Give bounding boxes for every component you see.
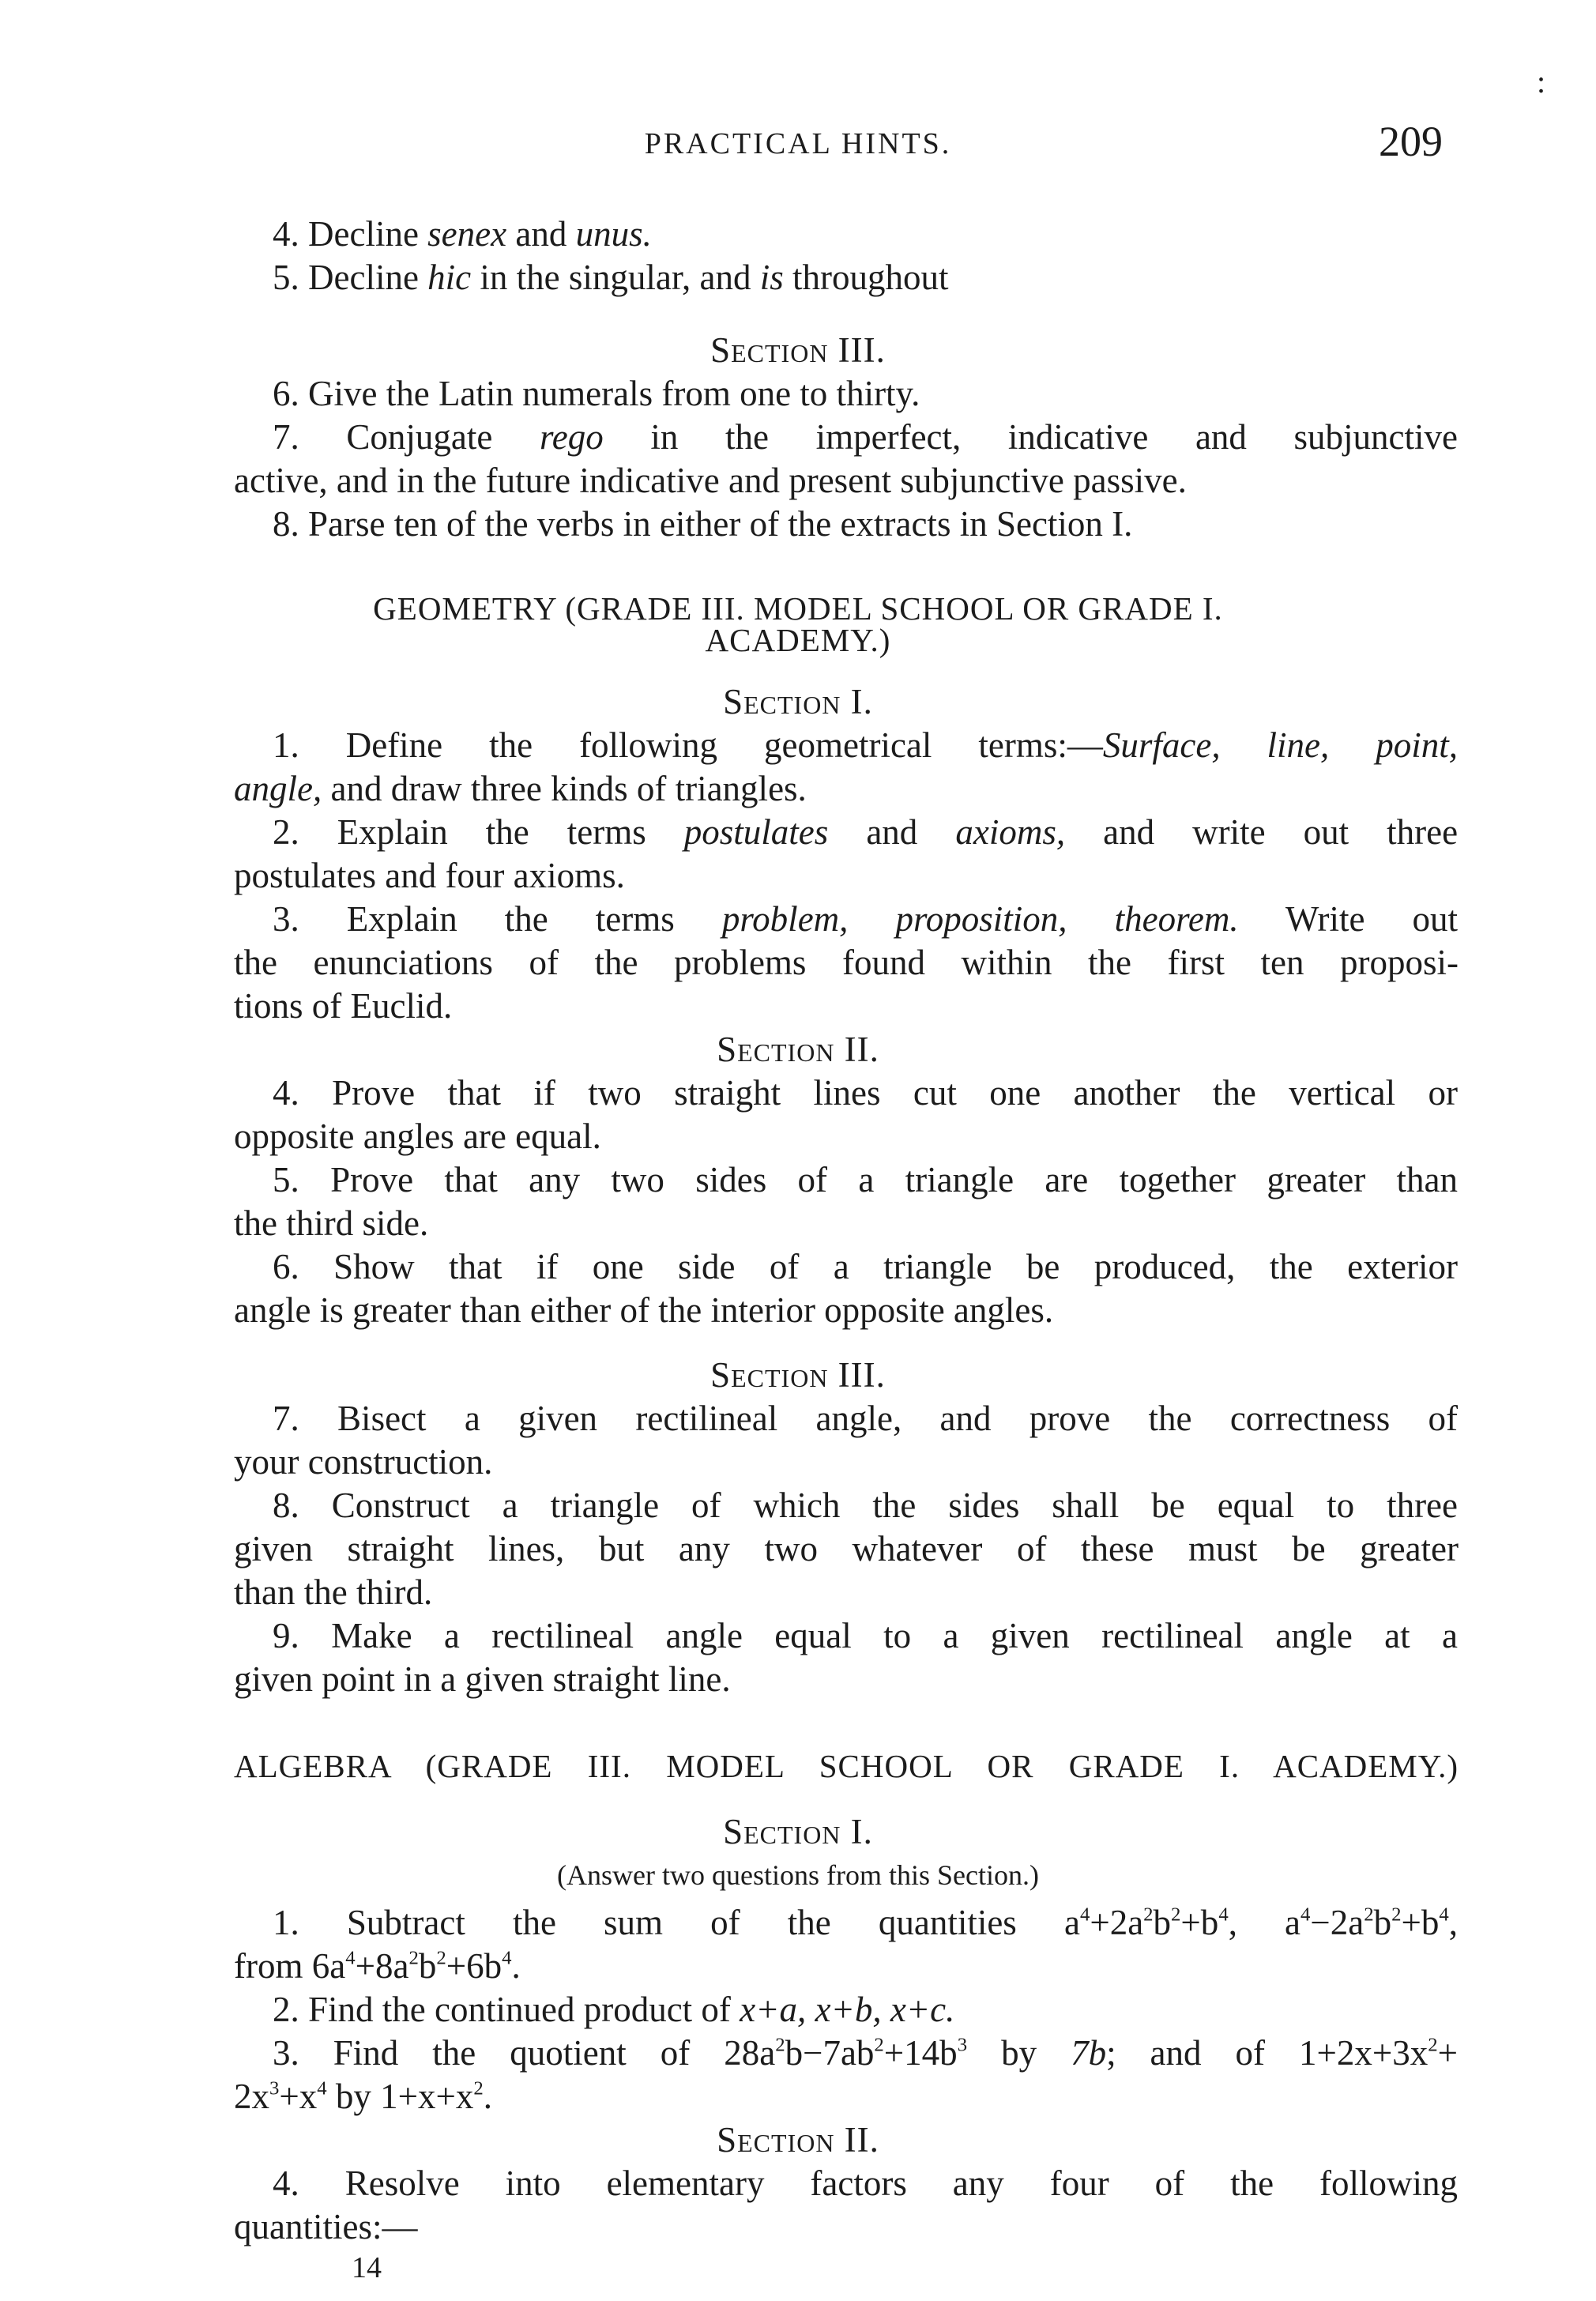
geometry-question-1-cont: angle, and draw three kinds of triangles. (234, 769, 807, 808)
math-expr-3: x+a, x+b, x+c. (740, 1990, 955, 2029)
geometry-question-1: 1. Define the following geometrical terms:—Surface, line, point, (273, 725, 1458, 765)
geometry-heading-line1: GEOMETRY (GRADE III. MODEL SCHOOL OR GRADE I. (373, 590, 1223, 627)
running-title: PRACTICAL HINTS. (644, 127, 952, 160)
geometry-question-7: 7. Bisect a given rectilineal angle, and prove the correctness of (273, 1399, 1458, 1438)
latin-question-8: 8. Parse ten of the verbs in either of the extracts in Section I. (273, 504, 1133, 544)
latin-section-3-title: Section III. (710, 330, 886, 370)
algebra-heading: ALGEBRA (GRADE III. MODEL SCHOOL OR GRADE I. ACADEMY.) (234, 1748, 1459, 1784)
algebra-question-3: 3. Find the quotient of $28a^2b-7ab^2+14b^3$ by 7b; and of $1+2x+3x^2+$ (273, 2033, 1459, 2073)
algebra-question-1: 1. Subtract the sum of the quantities $a^4+2a^2b^2+b^4$, $a^4-2a^2b^2+b^4$, (273, 1903, 1459, 1942)
geometry-question-6: 6. Show that if one side of a triangle be produced, the exterior (273, 1247, 1459, 1286)
corner-mark: : (1537, 64, 1546, 100)
geometry-question-5-cont: the third side. (234, 1203, 429, 1243)
signature-mark: 14 (352, 2251, 382, 2284)
geometry-section-1-title: Section I. (723, 682, 873, 721)
algebra-section-2-title: Section II. (717, 2120, 879, 2160)
geometry-question-3: 3. Explain the terms problem, proposition, theorem. Write out (273, 899, 1459, 939)
math-expr-1: $a^4+2a^2b^2+b^4$, $a^4-2a^2b^2+b^4$, (1063, 1903, 1459, 1942)
algebra-question-2: 2. Find the continued product of x+a, x+b, x+c. (273, 1990, 955, 2029)
math-expr-6: $2x^3+x^4$ (234, 2077, 327, 2116)
geometry-question-3-cont2: tions of Euclid. (234, 986, 453, 1026)
geometry-heading-line2: ACADEMY.) (705, 622, 891, 658)
geometry-question-2: 2. Explain the terms postulates and axioms, and write out three (273, 812, 1459, 852)
latin-question-5: 5. Decline hic in the singular, and is throughout (273, 258, 949, 297)
latin-question-6: 6. Give the Latin numerals from one to thirty. (273, 374, 920, 413)
geometry-question-8-cont: given straight lines, but any two whatever of these must be greater (234, 1529, 1459, 1569)
math-expr-5: $1+2x+3x^2+$ (1299, 2033, 1459, 2073)
geometry-section-2-title: Section II. (717, 1030, 879, 1069)
geometry-question-7-cont: your construction. (234, 1442, 493, 1482)
algebra-section-1-note: (Answer two questions from this Section.) (557, 1859, 1039, 1891)
math-expr-7: $1+x+x^2$. (380, 2077, 493, 2116)
geometry-question-8: 8. Construct a triangle of which the sides shall be equal to three (273, 1486, 1459, 1525)
latin-question-7-cont: active, and in the future indicative and present subjunctive passive. (234, 461, 1187, 500)
math-expr-4: $28a^2b-7ab^2+14b^3$ (724, 2033, 968, 2073)
geometry-question-4-cont: opposite angles are equal. (234, 1117, 601, 1156)
geometry-question-2-cont: postulates and four axioms. (234, 856, 625, 895)
algebra-question-1-cont: from $6a^4+8a^2b^2+6b^4$. (234, 1946, 521, 1986)
algebra-question-4-cont: quantities:— (234, 2207, 418, 2246)
algebra-section-1-title: Section I. (723, 1812, 873, 1851)
geometry-section-3-title: Section III. (710, 1355, 886, 1395)
algebra-question-3-cont: $2x^3+x^4$ by $1+x+x^2$. (234, 2077, 493, 2116)
geometry-question-6-cont: angle is greater than either of the interior opposite angles. (234, 1290, 1054, 1330)
geometry-question-3-cont: the enunciations of the problems found within the first ten proposi- (234, 943, 1459, 982)
geometry-question-8-cont2: than the third. (234, 1572, 433, 1612)
geometry-question-9-cont: given point in a given straight line. (234, 1659, 731, 1699)
geometry-question-5: 5. Prove that any two sides of a triangle are together greater than (273, 1160, 1458, 1199)
latin-question-7: 7. Conjugate rego in the imperfect, indicative and subjunctive (273, 417, 1459, 457)
geometry-question-9: 9. Make a rectilineal angle equal to a given rectilineal angle at a (273, 1616, 1458, 1655)
math-expr-2: $6a^4+8a^2b^2+6b^4$. (311, 1946, 521, 1986)
latin-question-4: 4. Decline senex and unus. (273, 214, 652, 254)
geometry-question-4: 4. Prove that if two straight lines cut one another the vertical or (273, 1073, 1458, 1113)
page-number: 209 (1379, 118, 1443, 165)
algebra-question-4: 4. Resolve into elementary factors any four of the following (273, 2164, 1458, 2203)
